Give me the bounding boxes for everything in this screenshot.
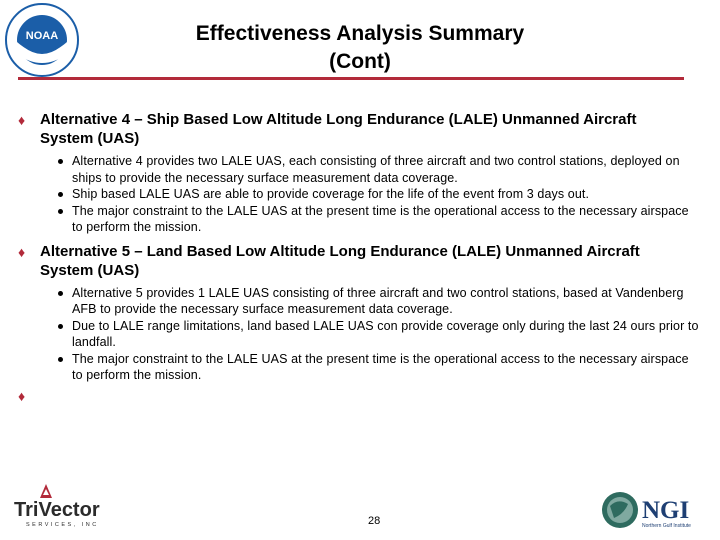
sub-bullet-list xyxy=(40,285,699,384)
bullet-alternative-4 xyxy=(0,110,690,236)
dot-bullet-icon xyxy=(58,209,63,214)
bullet-heading: Alternative 4 – Ship Based Low Altitude Long Endurance (LALE) Unmanned Aircraft System (UAS) xyxy=(40,111,637,147)
sub-bullet: Ship based LALE UAS are able to provide coverage for the life of the event from 3 days out. xyxy=(40,186,702,203)
sub-bullet: Alternative 4 provides two LALE UAS, each consisting of three aircraft and two control stations, deployed on ships to provide the necessary surface measurement data coverage. xyxy=(40,153,702,186)
noaa-logo xyxy=(4,2,80,78)
bullet-alternative-5 xyxy=(0,242,699,384)
empty-diamond-bullet-icon: ♦ xyxy=(18,388,26,404)
sub-bullet: The major constraint to the LALE UAS at the present time is the operational access to the necessary airspace to perform the mission. xyxy=(40,351,702,384)
noaa-logo-text: NOAA xyxy=(25,30,59,42)
ngi-logo-text: NGI xyxy=(642,497,690,524)
title-line-1: Effectiveness Analysis Summary xyxy=(195,22,525,45)
title-divider xyxy=(18,77,684,80)
page-number: 28 xyxy=(368,515,381,527)
dot-bullet-icon xyxy=(58,324,63,329)
sub-bullet: Due to LALE range limitations, land based LALE UAS con provide coverage only during the last 24 ours prior to landfall. xyxy=(40,318,702,351)
page-title xyxy=(100,20,620,76)
bullet-list xyxy=(0,110,720,390)
diamond-bullet-icon: ♦ xyxy=(18,243,26,260)
trivector-logo-text: TriVector xyxy=(14,499,100,521)
dot-bullet-icon xyxy=(58,159,63,164)
ngi-logo-subtext: Northern Gulf Institute xyxy=(642,523,691,529)
sub-bullet-list xyxy=(40,153,690,236)
ngi-logo xyxy=(600,488,706,532)
sub-bullet: Alternative 5 provides 1 LALE UAS consisting of three aircraft and two control stations, based at Vandenberg AFB to provide the necessary surface measurement data coverage. xyxy=(40,285,702,318)
dot-bullet-icon xyxy=(58,291,63,296)
diamond-bullet-icon: ♦ xyxy=(18,112,26,128)
title-line-2: (Cont) xyxy=(329,50,391,73)
dot-bullet-icon xyxy=(58,357,63,362)
trivector-logo-subtext: SERVICES, INC xyxy=(26,522,99,528)
dot-bullet-icon xyxy=(58,192,63,197)
sub-bullet: The major constraint to the LALE UAS at the present time is the operational access to the necessary airspace to perform the mission. xyxy=(40,203,702,236)
trivector-logo xyxy=(10,482,120,528)
bullet-heading: Alternative 5 – Land Based Low Altitude Long Endurance (LALE) Unmanned Aircraft System (UAS) xyxy=(40,242,640,279)
